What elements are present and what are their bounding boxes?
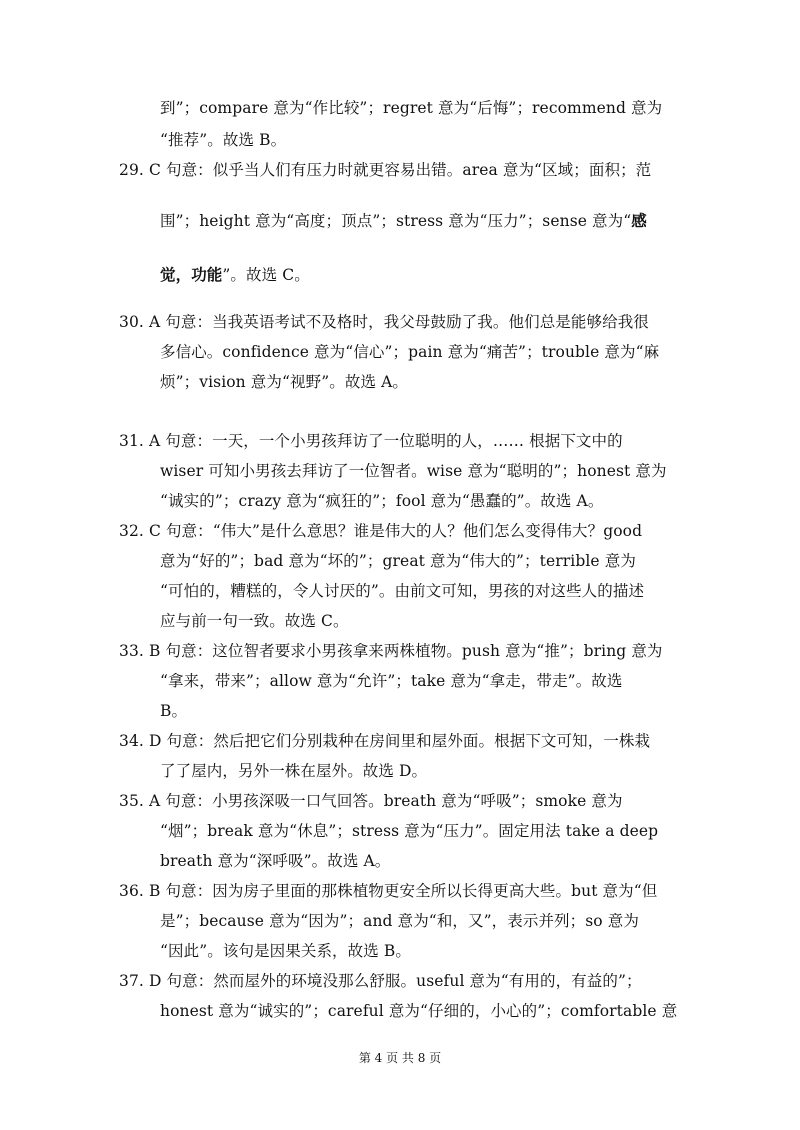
text-line [160,211,647,231]
text-line: “诚实的”；crazy 意为“疯狂的”；fool 意为“愚蠢的”。故选 A。 [160,492,604,510]
answer-32: 32. C 句意：“伟大”是什么意思？谁是伟大的人？他们怎么变得伟大？good [119,522,643,540]
text-line: 应与前一句一致。故选 C。 [160,612,349,630]
answer-35: 35. A 句意：小男孩深吸一口气回答。breath 意为“呼吸”；smoke 意为 [119,792,623,810]
text-line [160,265,310,285]
text-line: “推荐”。故选 B。 [160,131,287,149]
text-line: “烟”；break 意为“休息”；stress 意为“压力”。固定用法 take a deep [160,822,659,840]
text-line: 到”；compare 意为“作比较”；regret 意为“后悔”；recommend 意为 [160,99,663,117]
answer-30: 30. A 句意：当我英语考试不及格时，我父母鼓励了我。他们总是能够给我很 [119,313,649,331]
answer-34: 34. D 句意：然后把它们分别栽种在房间里和屋外面。根据下文可知，一株栽 [119,732,651,750]
text-segment: ”。故选 C。 [222,266,310,284]
text-line: 多信心。confidence 意为“信心”；pain 意为“痛苦”；trouble 意为“麻 [160,343,660,361]
answer-33: 33. B 句意：这位智者要求小男孩拿来两株植物。push 意为“推”；bring 意为 [119,642,663,660]
answer-29: 29. C 句意：似乎当人们有压力时就更容易出错。area 意为“区域；面积；范 [119,161,652,179]
answer-37: 37. D 句意：然而屋外的环境没那么舒服。useful 意为“有用的，有益的”； [119,972,642,990]
text-line: breath 意为“深呼吸”。故选 A。 [160,852,391,870]
text-line: “拿来，带来”；allow 意为“允许”；take 意为“拿走，带走”。故选 [160,672,623,690]
text-line: 意为“好的”；bad 意为“坏的”；great 意为“伟大的”；terrible 意为 [160,552,636,570]
page-number: 第 4 页 共 8 页 [358,1051,442,1065]
text-line: “因此”。该句是因果关系，故选 B。 [160,942,411,960]
text-segment: 围”；height 意为“高度；顶点”；stress 意为“压力”；sense 意为“ [160,212,632,230]
text-line: honest 意为“诚实的”；careful 意为“仔细的，小心的”；comfortable 意 [160,1002,678,1020]
text-line: B。 [160,702,188,720]
answer-36: 36. B 句意：因为房子里面的那株植物更安全所以长得更高大些。but 意为“但 [119,882,658,900]
bold-text-segment: 感 [631,211,647,230]
text-line: “可怕的，糟糕的，令人讨厌的”。由前文可知，男孩的对这些人的描述 [160,582,645,600]
text-line: 了了屋内，另外一株在屋外。故选 D。 [160,762,428,780]
answer-31: 31. A 句意：一天，一个小男孩拜访了一位聪明的人，…… 根据下文中的 [119,432,623,450]
text-line: wiser 可知小男孩去拜访了一位智者。wise 意为“聪明的”；honest 意为 [160,462,667,480]
text-line: 烦”；vision 意为“视野”。故选 A。 [160,373,408,391]
text-line: 是”；because 意为“因为”；and 意为“和，又”，表示并列；so 意为 [160,912,639,930]
bold-text-segment: 觉，功能 [160,265,223,284]
